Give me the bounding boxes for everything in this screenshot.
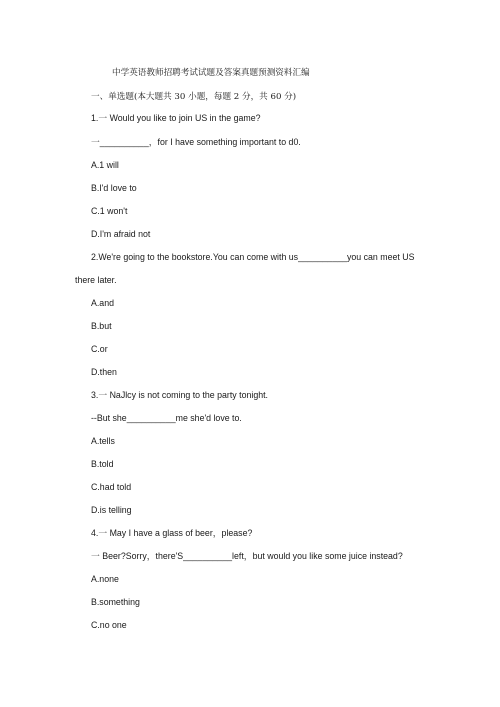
question-1-stem: 1.一 Would you like to join US in the game? [91, 113, 261, 123]
question-2-option-b: B.but [91, 321, 112, 331]
question-3-option-a: A.tells [91, 436, 115, 446]
question-4-option-b: B.something [91, 597, 140, 607]
section-heading: 一、单选题(本大题共 30 小题，每题 2 分，共 60 分) [91, 92, 297, 102]
question-3-option-d: D.is telling [91, 505, 132, 515]
question-3-stem: 3.一 NaJlcy is not coming to the party tonight. [91, 390, 268, 400]
question-4-stem: 4.一 May I have a glass of beer，please? [91, 528, 253, 538]
document-title: 中学英语教师招聘考试试题及答案真题预测资料汇编 [112, 68, 310, 78]
question-4-response: 一 Beer?Sorry，there'S__________left，but would you like some juice instead? [91, 551, 403, 561]
question-4-option-c: C.no one [91, 620, 127, 630]
question-1-option-c: C.1 won't [91, 206, 128, 216]
question-1-option-a: A.1 will [91, 160, 119, 170]
question-2-stem-continued: there later. [75, 275, 117, 285]
question-2-option-c: C.or [91, 344, 108, 354]
question-4-option-a: A.none [91, 574, 119, 584]
question-3-response: --But she__________me she'd love to. [91, 413, 242, 423]
question-2-option-d: D.then [91, 367, 117, 377]
question-1-option-d: D.I'm afraid not [91, 229, 151, 239]
question-3-option-b: B.told [91, 459, 114, 469]
question-1-option-b: B.I'd love to [91, 183, 137, 193]
question-1-response: 一__________，for I have something important to d0. [91, 137, 301, 147]
question-2-option-a: A.and [91, 298, 114, 308]
question-2-stem: 2.We're going to the bookstore.You can come with us__________you can meet US [91, 252, 415, 262]
question-3-option-c: C.had told [91, 482, 132, 492]
